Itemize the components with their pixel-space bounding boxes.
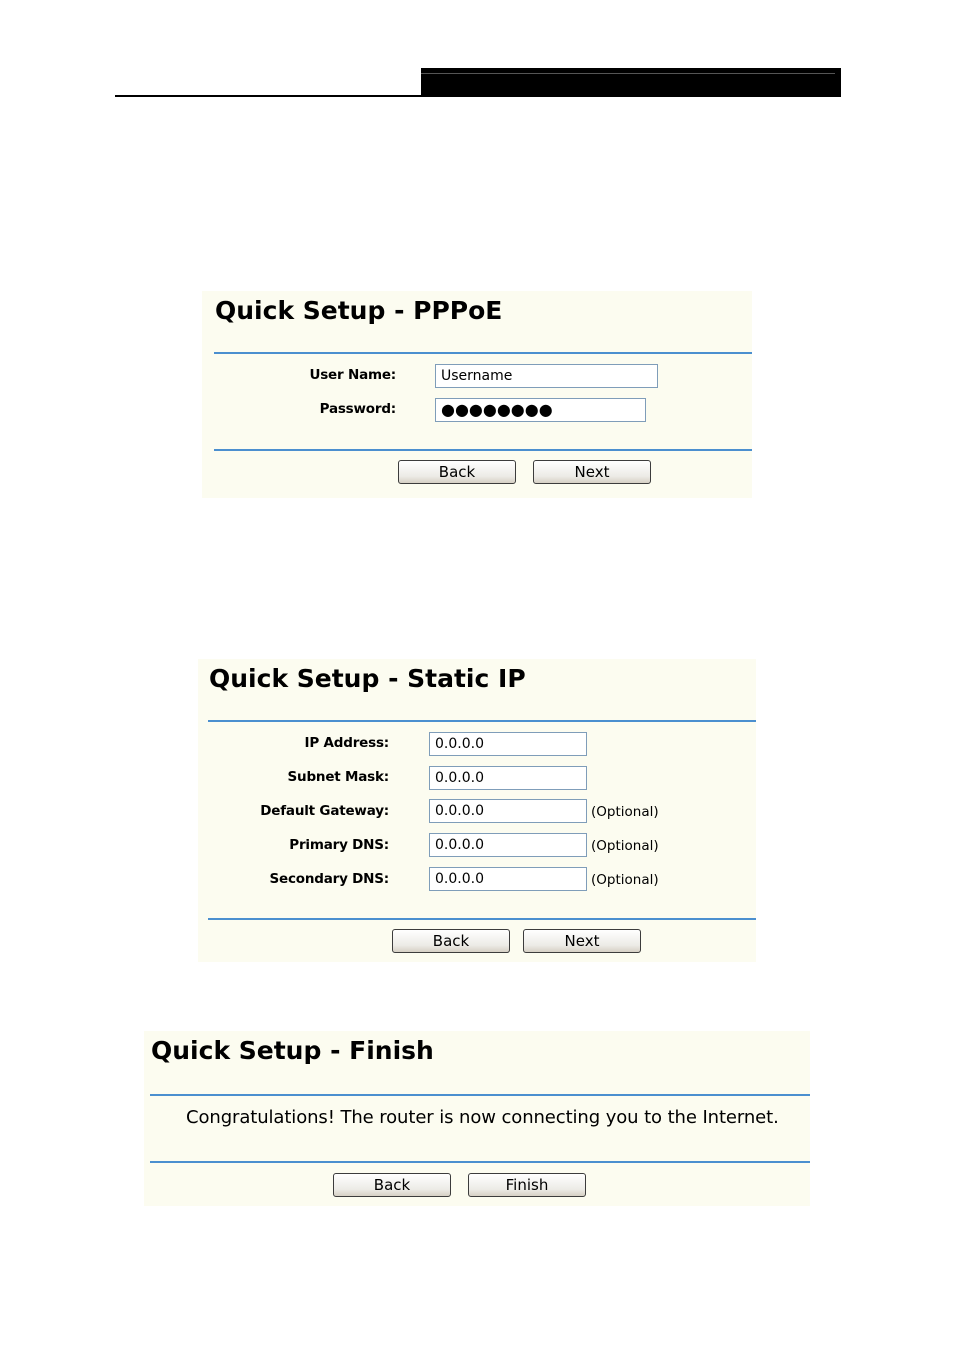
default-gateway-note: (Optional) [591, 804, 659, 820]
password-field[interactable]: ●●●●●●●● [435, 398, 646, 422]
default-gateway-label: Default Gateway: [260, 803, 389, 819]
finish-message: Congratulations! The router is now connecting you to the Internet. [186, 1107, 779, 1128]
back-button[interactable]: Back [392, 929, 510, 953]
back-button[interactable]: Back [398, 460, 516, 484]
next-button[interactable]: Next [523, 929, 641, 953]
finish-top-rule [150, 1094, 810, 1096]
finish-title: Quick Setup - Finish [151, 1036, 434, 1065]
secondary-dns-label: Secondary DNS: [269, 871, 389, 887]
secondary-dns-field[interactable]: 0.0.0.0 [429, 867, 587, 891]
pppoe-panel [202, 291, 752, 498]
static-ip-title: Quick Setup - Static IP [209, 664, 526, 693]
user-name-label: User Name: [309, 367, 396, 383]
subnet-mask-field[interactable]: 0.0.0.0 [429, 766, 587, 790]
static-ip-top-rule [208, 720, 756, 722]
primary-dns-label: Primary DNS: [289, 837, 389, 853]
ip-address-field[interactable]: 0.0.0.0 [429, 732, 587, 756]
page-header-bar [421, 68, 841, 97]
page-header-line [115, 95, 841, 97]
default-gateway-field[interactable]: 0.0.0.0 [429, 799, 587, 823]
finish-button[interactable]: Finish [468, 1173, 586, 1197]
static-ip-panel [198, 659, 756, 962]
back-button[interactable]: Back [333, 1173, 451, 1197]
subnet-mask-label: Subnet Mask: [287, 769, 389, 785]
primary-dns-field[interactable]: 0.0.0.0 [429, 833, 587, 857]
next-button[interactable]: Next [533, 460, 651, 484]
pppoe-top-rule [214, 352, 752, 354]
ip-address-label: IP Address: [304, 735, 389, 751]
finish-panel [144, 1031, 810, 1206]
password-label: Password: [319, 401, 396, 417]
pppoe-bottom-rule [214, 449, 752, 451]
finish-bottom-rule [150, 1161, 810, 1163]
primary-dns-note: (Optional) [591, 838, 659, 854]
pppoe-title: Quick Setup - PPPoE [215, 296, 503, 325]
secondary-dns-note: (Optional) [591, 872, 659, 888]
static-ip-bottom-rule [208, 918, 756, 920]
page-header-bar-line [421, 73, 835, 74]
user-name-field[interactable]: Username [435, 364, 658, 388]
